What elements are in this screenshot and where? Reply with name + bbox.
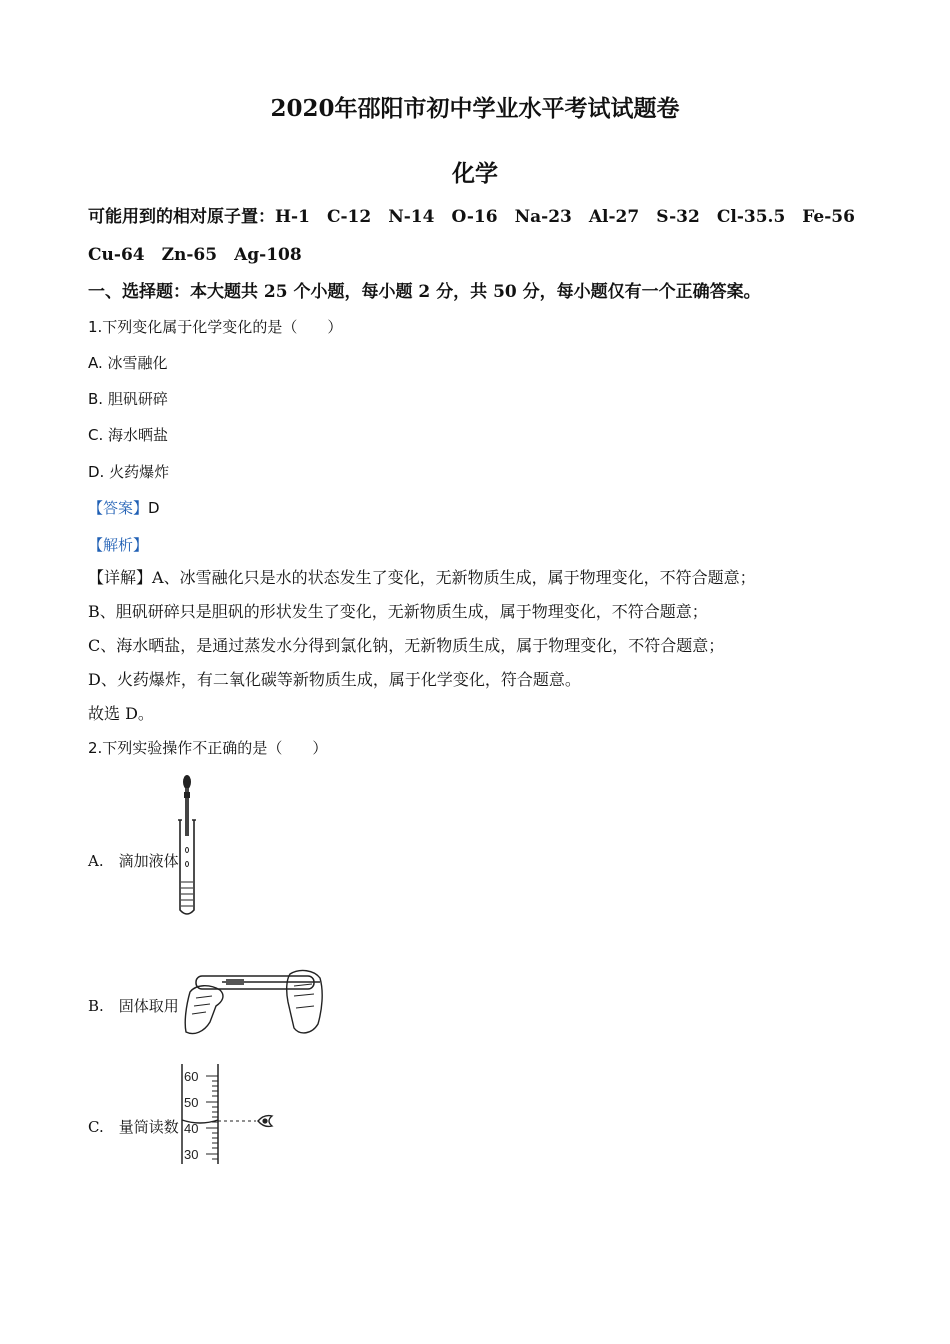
q1-conclusion: 故选 D。: [88, 704, 154, 723]
q2-option-b: B. 固体取用: [88, 997, 179, 1015]
q1-explanation-a: [88, 568, 756, 588]
dropper-illustration: [170, 772, 206, 922]
analysis-tag: 【解析】: [88, 536, 149, 554]
solid-sampling-illustration: [182, 962, 328, 1040]
atomic-masses-line-1: 可能用到的相对原子置：H-1 C-12 N-14 O-16 Na-23 Al-27 S-32 Cl-35.5 Fe-56: [88, 207, 855, 227]
answer-tag: 【答案】: [88, 499, 149, 517]
tick-label-30: 30: [184, 1147, 199, 1162]
tick-label-40: 40: [184, 1121, 199, 1136]
subject-title: 化学: [452, 160, 498, 187]
q1-explanation-b: B、胆矾研碎只是胆矾的形状发生了变化，无新物质生成，属于物理变化，不符合题意；: [88, 602, 708, 621]
detail-prefix: 【详解】: [88, 568, 153, 587]
q2-option-a: A. 滴加液体: [88, 852, 179, 870]
q1-option-a: A. 冰雪融化: [88, 354, 168, 372]
q1-stem: 1.下列变化属于化学变化的是（ ）: [88, 318, 343, 336]
exam-title: 2020年邵阳市初中学业水平考试试题卷: [270, 95, 680, 122]
atomic-masses-line-2: Cu-64 Zn-65 Ag-108: [88, 245, 302, 265]
answer-value: D: [148, 499, 160, 517]
tick-label-50: 50: [184, 1095, 199, 1110]
q1-explanation-d: D、火药爆炸，有二氧化碳等新物质生成，属于化学变化，符合题意。: [88, 670, 581, 689]
explanation-text: A、冰雪融化只是水的状态发生了变化，无新物质生成，属于物理变化，不符合题意；: [152, 568, 756, 587]
q1-option-b: B. 胆矾研碎: [88, 390, 168, 408]
q2-stem: 2.下列实验操作不正确的是（ ）: [88, 739, 328, 757]
tick-label-60: 60: [184, 1069, 199, 1084]
q2-option-c: C. 量筒读数: [88, 1118, 179, 1136]
q1-option-d: D. 火药爆炸: [88, 463, 170, 481]
section-heading: 一、选择题：本大题共 25 个小题，每小题 2 分，共 50 分，每小题仅有一个正确答案。: [88, 282, 761, 302]
eye-icon: [258, 1116, 272, 1127]
q1-explanation-c: C、海水晒盐，是通过蒸发水分得到氯化钠，无新物质生成，属于物理变化，不符合题意；: [88, 636, 725, 655]
q1-answer: [88, 498, 160, 518]
graduated-cylinder-illustration: [176, 1062, 276, 1166]
q1-option-c: C. 海水晒盐: [88, 426, 169, 444]
